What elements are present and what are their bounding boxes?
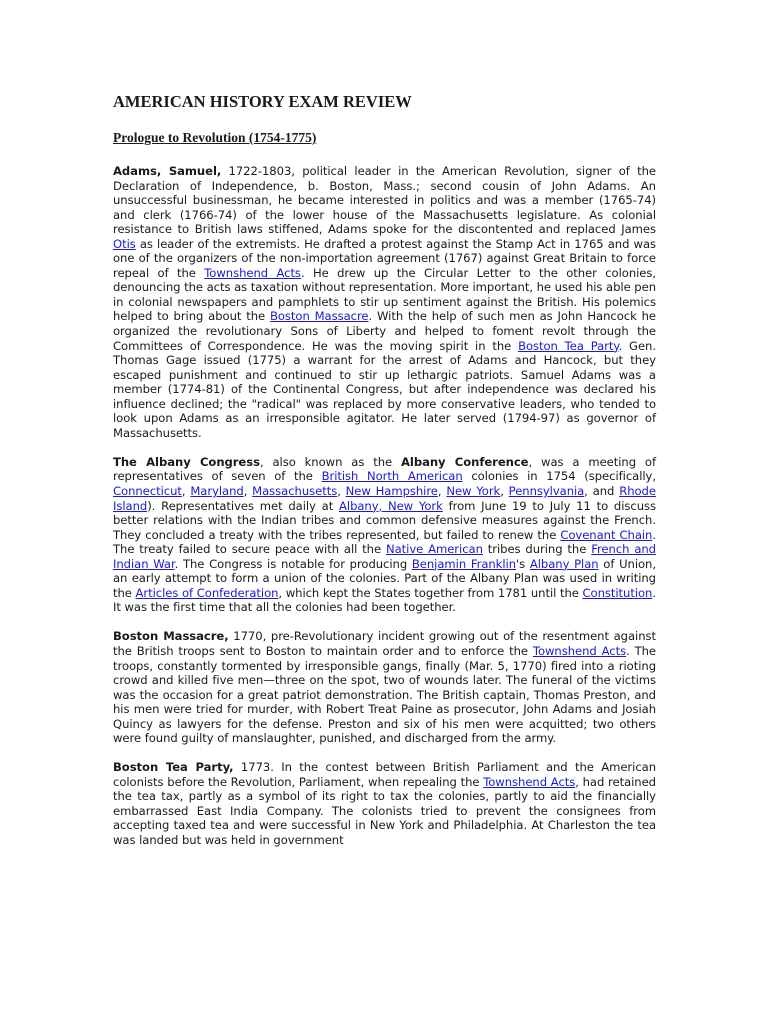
body-text: , had retained the tea tax, partly as a symbol of its right to tax the colonies, partly to aid the financially embarrassed East India Company. The colonists tried to prevent the consignees from accepting taxed tea and were successful in New York and Philadelphia. At Charleston the tea was landed but was held in government — [113, 774, 656, 848]
inline-link[interactable]: Townshend Acts — [483, 774, 576, 789]
body-text: as leader of the extremists. He drafted a protest against the Stamp Act in 1765 and was one of the organizers of the non-importation agreement (1767) against Great Britain to force repeal of the — [113, 236, 656, 280]
inline-link[interactable]: Albany, New York — [339, 498, 443, 513]
body-text: 1722-1803, political leader in the American Revolution, signer of the Declaration of Independence, b. Boston, Mass.; second cousin of John Adams. An unsuccessful businessman, he became interested in politics and was a member (1765-74) and clerk (1766-74) of the lower house of the Massachusetts legislature. As colonial resistance to British laws stiffened, Adams spoke for the discontented and replaced James — [113, 164, 657, 237]
body-text: , — [500, 483, 509, 498]
entry-paragraph — [113, 455, 656, 615]
inline-link[interactable]: Townshend Acts — [532, 643, 627, 658]
inline-link[interactable]: Otis — [113, 236, 136, 251]
inline-link[interactable]: Rhode Island — [113, 483, 656, 513]
inline-link[interactable]: Native American — [385, 542, 483, 557]
inline-link[interactable]: Benjamin Franklin — [411, 556, 516, 571]
entry-paragraph — [113, 629, 656, 745]
inline-link[interactable]: Pennsylvania — [508, 483, 585, 498]
entries-list — [113, 164, 656, 848]
entry-term: Boston Massacre, — [113, 629, 229, 644]
inline-link[interactable]: Boston Massacre — [269, 309, 369, 324]
body-text: , also known as the — [259, 454, 401, 469]
inline-link[interactable]: Covenant Chain — [560, 527, 653, 542]
body-text: . The troops, constantly tormented by irresponsible gangs, finally (Mar. 5, 1770) fired into a rioting crowd and killed five men—three on the spot, two of wounds later. The funeral of the victims was the occasion for a great patriot demonstration. The British captain, Thomas Preston, and his men were tried for murder, with Robert Treat Paine as prosecutor, John Adams and Josiah Quincy as lawyers for the defense. Preston and six of his men were acquitted; two others were found guilty of manslaughter, punished, and discharged from the army. — [113, 643, 656, 746]
inline-link[interactable]: Boston Tea Party — [518, 338, 619, 353]
entry-term: The Albany Congress — [113, 454, 260, 469]
inline-link[interactable]: Townshend Acts — [204, 265, 301, 280]
inline-link[interactable]: British North American — [321, 469, 463, 484]
inline-link[interactable]: New York — [446, 483, 501, 498]
inline-link[interactable]: Connecticut — [113, 483, 182, 498]
body-text: ). Representatives met daily at — [147, 498, 340, 513]
body-text: from June 19 to July 11 to discuss better relations with the Indian tribes and common defensive measures against the French. They concluded a treaty with the tribes represented, but failed to renew the — [113, 498, 656, 542]
body-text: . The treaty failed to secure peace with all the — [113, 527, 656, 557]
inline-link[interactable]: New Hampshire — [345, 483, 438, 498]
body-text: 1773. In the contest between British Parliament and the American colonists before the Revolution, Parliament, when repealing the — [113, 760, 656, 789]
body-text: of Union, an early attempt to form a union of the colonies. Part of the Albany Plan was used in writing the — [113, 556, 656, 600]
body-text: . The Congress is notable for producing — [174, 556, 412, 571]
body-text: , and — [584, 483, 620, 498]
entry-term: Boston Tea Party, — [113, 760, 234, 775]
entry-paragraph — [113, 164, 656, 440]
body-text: , which kept the States together from 1781 until the — [278, 585, 583, 600]
inline-link[interactable]: Maryland — [190, 483, 244, 498]
inline-link[interactable]: Articles of Confederation — [135, 585, 279, 600]
bold-text: Albany Conference — [400, 454, 529, 469]
body-text: . With the help of such men as John Hancock he organized the revolutionary Sons of Liberty and helped to foment revolt through the Committees of Correspondence. He was the moving spirit in the — [113, 309, 656, 353]
document-body — [113, 92, 656, 862]
body-text: , was a meeting of representatives of seven of the — [113, 454, 656, 484]
body-text: , — [181, 483, 191, 498]
section-heading: Prologue to Revolution (1754-1775) — [113, 130, 317, 145]
inline-link[interactable]: Albany Plan — [529, 556, 599, 571]
body-text: tribes during the — [482, 542, 592, 557]
entry-paragraph — [113, 760, 656, 847]
body-text: , — [243, 483, 253, 498]
document-title: AMERICAN HISTORY EXAM REVIEW — [113, 92, 412, 111]
body-text: , — [337, 483, 346, 498]
body-text: . It was the first time that all the colonies had been together. — [113, 585, 656, 615]
inline-link[interactable]: Constitution — [582, 585, 653, 600]
inline-link[interactable]: French and Indian War — [113, 542, 656, 571]
body-text: , — [437, 483, 447, 498]
body-text: colonies in 1754 (specifically, — [462, 469, 656, 484]
entry-term: Adams, Samuel, — [113, 164, 222, 178]
inline-link[interactable]: Massachusetts — [252, 483, 338, 498]
body-text: 's — [516, 556, 530, 571]
body-text: . Gen. Thomas Gage issued (1775) a warrant for the arrest of Adams and Hancock, but they escaped punishment and continued to stir up lethargic patriots. Samuel Adams was a member (1774-81) of the Continental Congress, but after independence was declared his influence declined; the "radical" was replaced by more conservative leaders, who tended to look upon Adams as an irresponsible agitator. He later served (1794-97) as governor of Massachusetts. — [113, 338, 656, 440]
body-text: . He drew up the Circular Letter to the other colonies, denouncing the acts as taxation without representation. More important, he used his able pen in colonial newspapers and pamphlets to stir up sentiment against the British. His polemics helped to bring about the — [113, 265, 656, 324]
body-text: 1770, pre-Revolutionary incident growing out of the resentment against the British troops sent to Boston to maintain order and to enforce the — [113, 629, 656, 658]
